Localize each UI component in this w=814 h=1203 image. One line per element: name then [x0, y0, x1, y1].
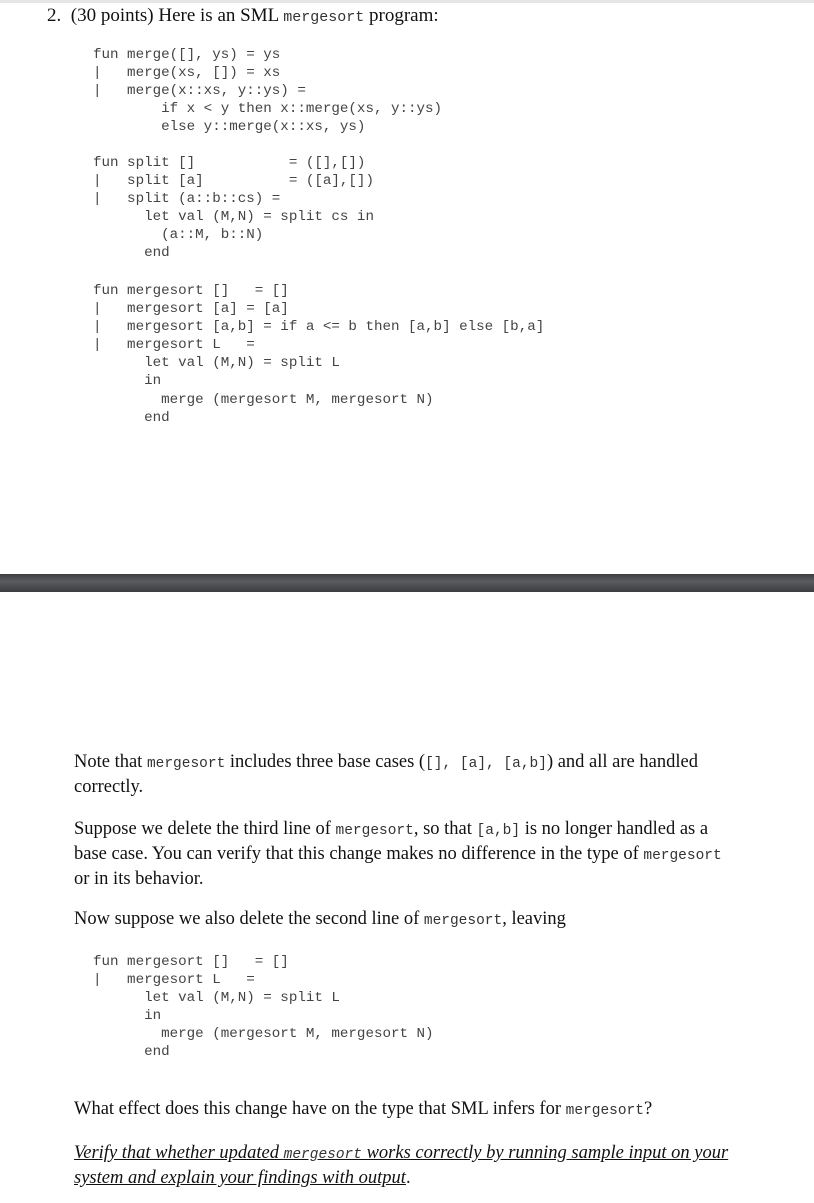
inline-code: mergesort	[283, 9, 365, 26]
code-merge: fun merge([], ys) = ys | merge(xs, []) = xs | merge(x::xs, y::ys) = if x < y then x::merge(xs, y::ys) else y::merge(x::xs, ys)	[93, 47, 443, 136]
inline-code: [a,b]	[476, 823, 521, 839]
inline-code: mergesort	[423, 913, 503, 929]
text: or in its behavior.	[74, 869, 204, 889]
paragraph-question	[74, 1098, 724, 1123]
text: ?	[643, 1099, 653, 1119]
inline-code: mergesort	[283, 1147, 362, 1163]
inline-code: mergesort	[335, 823, 414, 839]
text: ) and all are handled correctly.	[74, 752, 698, 797]
paragraph-base-cases	[74, 751, 724, 799]
inline-code: mergesort	[146, 756, 226, 772]
code-mergesort-reduced: fun mergesort [] = [] | mergesort L = let val (M,N) = split L in merge (mergesort M, mergesort N) end	[93, 954, 434, 1061]
text: is no longer handled as a base case. You can verify that this change makes no difference in the type of	[74, 819, 709, 864]
text: Now suppose we also delete the second line of	[74, 909, 424, 929]
code-mergesort: fun mergesort [] = [] | mergesort [a] = [a] | mergesort [a,b] = if a <= b then [a,b] else [b,a] | mergesort L = let val (M,N) = split L in merge (mergesort M, mergesort N) end	[93, 283, 545, 426]
text: Suppose we delete the third line of	[74, 819, 336, 839]
inline-code: mergesort	[565, 1103, 644, 1119]
text: works correctly by running sample input on your system and explain your findings with output	[74, 1143, 729, 1188]
inline-code: mergesort	[643, 848, 722, 864]
top-border	[0, 0, 814, 3]
paragraph-delete-second-line	[74, 908, 724, 933]
question-intro-end: program:	[364, 5, 439, 26]
code-split: fun split [] = ([],[]) | split [a] = ([a],[]) | split (a::b::cs) = let val (M,N) = split cs in (a::M, b::N) end	[93, 155, 374, 262]
text: includes three base cases (	[225, 752, 426, 772]
question-intro: (30 points) Here is an SML	[70, 5, 284, 26]
question-number: 2.	[47, 5, 62, 26]
page-divider	[0, 574, 814, 592]
paragraph-delete-third-line	[74, 818, 724, 891]
task-instruction	[74, 1142, 734, 1190]
text: What effect does this change have on the type that SML infers for	[74, 1099, 566, 1119]
text: , leaving	[502, 909, 566, 929]
text: , so that	[413, 819, 477, 839]
text: .	[405, 1168, 411, 1188]
inline-code: [], [a], [a,b]	[425, 756, 547, 772]
text: Verify that whether updated	[74, 1143, 284, 1163]
question-heading	[47, 4, 439, 30]
text: Note that	[74, 752, 147, 772]
